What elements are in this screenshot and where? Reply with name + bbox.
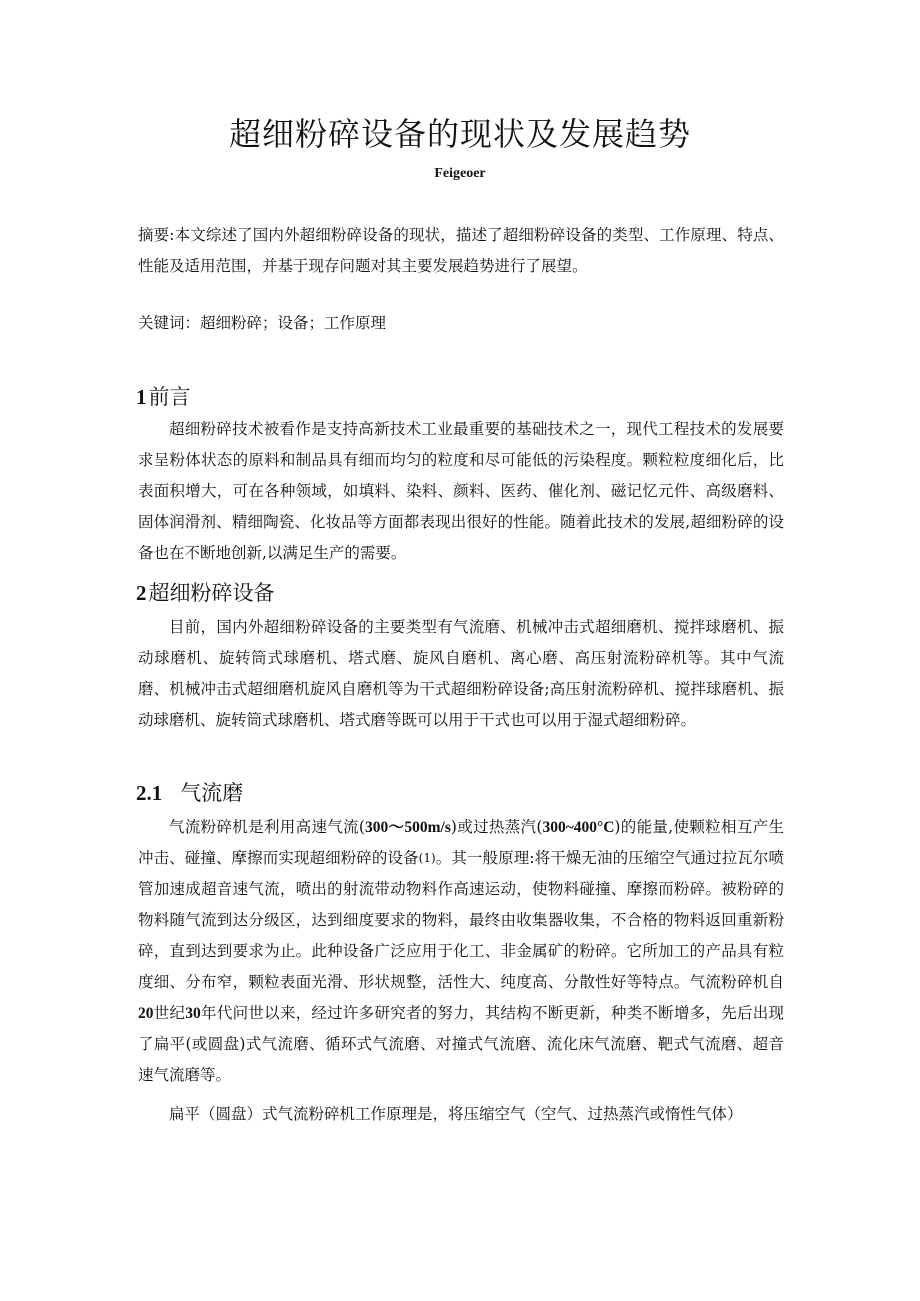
century-number: 20	[138, 1005, 154, 1022]
keywords-line: 关键词：超细粉碎；设备；工作原理	[138, 314, 387, 332]
abstract-paragraph: 摘要:本文综述了国内外超细粉碎设备的现状，描述了超细粉碎设备的类型、工作原理、特点、性能及适用范围，并基于现存问题对其主要发展趋势进行了展望。	[138, 226, 784, 275]
airflow-speed: 300～500m/s	[364, 819, 451, 836]
section-number: 1	[136, 385, 147, 409]
decade-number: 30	[185, 1005, 201, 1022]
citation-marker: (1)	[418, 851, 436, 865]
document-title: 超细粉碎设备的现状及发展趋势	[228, 115, 691, 153]
section-title: 前言	[148, 385, 191, 409]
air-mill-paragraph	[138, 812, 784, 1091]
author-name: Feigeoer	[434, 166, 486, 181]
text-run: 年代问世以来，经过许多研究者的努力，其结构不断更新，种类不断增多，先后出现了扁平(或圆盘)式气流磨、循环式气流磨、对撞式气流磨、流化床气流磨、靶式气流磨、超音速气流磨等。	[138, 1004, 784, 1084]
text-run: 世纪	[153, 1004, 186, 1022]
text-run: )的能量,使颗粒相互产生冲击、碰撞、摩擦而实现超细粉碎的设备	[138, 818, 784, 867]
subsection-heading-air-mill	[136, 777, 243, 809]
steam-temperature: 300~400°C	[542, 819, 615, 836]
flat-air-mill-paragraph: 扁平（圆盘）式气流粉碎机工作原理是，将压缩空气（空气、过热蒸汽或惰性气体）	[169, 1105, 743, 1123]
subsection-title: 气流磨	[180, 781, 244, 805]
subsection-number: 2.1	[136, 781, 163, 805]
section-heading-intro	[136, 381, 191, 413]
text-run: )或过热蒸汽(	[450, 818, 543, 836]
section-number: 2	[136, 581, 147, 605]
equipment-paragraph: 目前，国内外超细粉碎设备的主要类型有气流磨、机械冲击式超细磨机、搅拌球磨机、振动球磨机、旋转筒式球磨机、塔式磨、旋风自磨机、离心磨、高压射流粉碎机等。其中气流磨、机械冲击式超细磨机旋风自磨机等为干式超细粉碎设备;高压射流粉碎机、搅拌球磨机、振动球磨机、旋转筒式球磨机、塔式磨等既可以用于干式也可以用于湿式超细粉碎。	[138, 618, 784, 729]
section-heading-equipment	[136, 577, 275, 609]
text-run: 。其一般原理:将干燥无油的压缩空气通过拉瓦尔喷管加速成超音速气流，喷出的射流带动物料作高速运动，使物料碰撞、摩擦而粉碎。被粉碎的物料随气流到达分级区，达到细度要求的物料，最终由收集器收集，不合格的物料返回重新粉碎，直到达到要求为止。此种设备广泛应用于化工、非金属矿的粉碎。它所加工的产品具有粒度细、分布窄，颗粒表面光滑、形状规整，活性大、纯度高、分散性好等特点。气流粉碎机自	[138, 849, 784, 991]
section-title: 超细粉碎设备	[148, 581, 275, 605]
intro-paragraph: 超细粉碎技术被看作是支持高新技术工业最重要的基础技术之一，现代工程技术的发展要求呈粉体状态的原料和制品具有细而均匀的粒度和尽可能低的污染程度。颗粒粒度细化后，比表面积增大，可在各种领域，如填料、染料、颜料、医药、催化剂、磁记忆元件、高级磨料、固体润滑剂、精细陶瓷、化妆品等方面都表现出很好的性能。随着此技术的发展,超细粉碎的设备也在不断地创新,以满足生产的需要。	[138, 420, 784, 562]
text-run: 气流粉碎机是利用高速气流(	[169, 818, 365, 836]
